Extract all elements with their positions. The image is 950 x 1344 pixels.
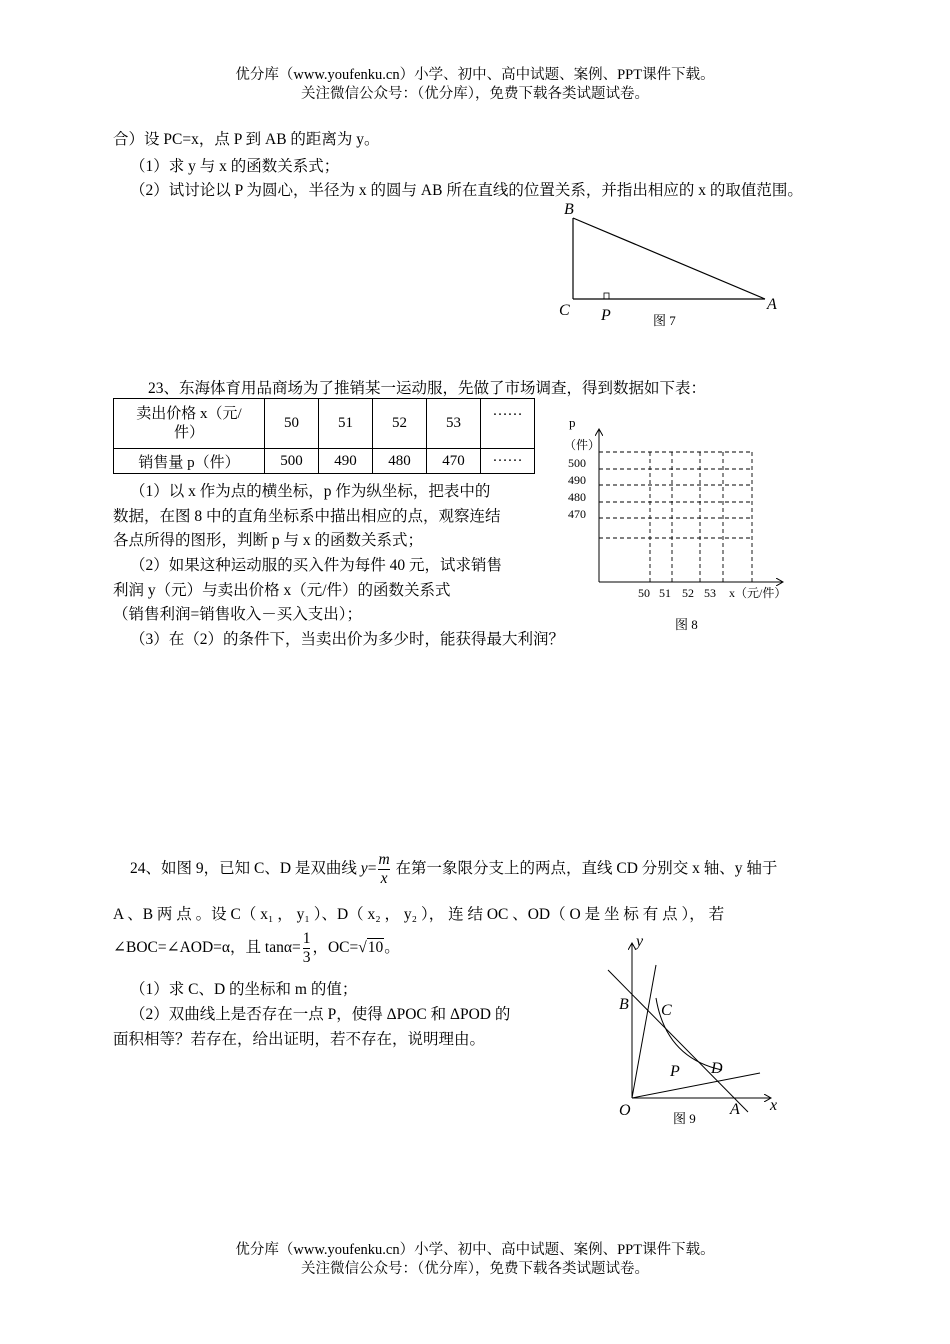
label-a: A bbox=[767, 296, 777, 313]
figure-7-caption: 图 7 bbox=[653, 313, 676, 328]
label-y: y bbox=[636, 933, 644, 950]
sqrt-symbol: √ bbox=[358, 939, 367, 957]
grid-lines bbox=[599, 452, 752, 582]
q24-line-1-start: 24、如图 9，已知 C、D 是双曲线 bbox=[130, 860, 357, 878]
label-b: B bbox=[619, 996, 629, 1013]
label-o: O bbox=[619, 1102, 631, 1119]
table-cell: …… bbox=[481, 449, 535, 474]
q23-sub2-line-1: （2）如果这种运动服的买入件为每件 40 元，试求销售 bbox=[130, 557, 503, 574]
q24-subquestion-1: （1）求 C、D 的坐标和 m 的值； bbox=[130, 981, 358, 998]
q23-intro: 23、东海体育用品商场为了推销某一运动服，先做了市场调查，得到数据如下表： bbox=[148, 380, 707, 397]
segment-od bbox=[632, 1073, 760, 1098]
figure-8-caption: 图 8 bbox=[675, 617, 698, 632]
label-a: A bbox=[730, 1101, 740, 1118]
table-cell: …… bbox=[481, 399, 535, 449]
figure-9-hyperbola bbox=[598, 930, 798, 1130]
q24-line-2: A 、B 两 点 。设 C（ x₁ ， y₁ ）、D（ x₂ ， y₂ ）， 连 结 OC 、OD（ O 是 坐 标 有 点 ）， 若 bbox=[113, 906, 725, 923]
fraction-denominator: x bbox=[380, 870, 388, 887]
x-tick-label: 50 bbox=[638, 586, 650, 600]
q24-line-3-end: 。 bbox=[384, 939, 400, 957]
price-sales-table bbox=[113, 398, 535, 474]
function-y: y bbox=[360, 860, 368, 878]
table-cell: 500 bbox=[265, 449, 319, 474]
figure-7-triangle bbox=[550, 196, 790, 336]
fraction-denominator: 3 bbox=[302, 949, 311, 966]
segment-ab bbox=[573, 218, 765, 299]
y-tick-label: 470 bbox=[568, 507, 586, 521]
q23-sub2-line-3: （销售利润=销售收入－买入支出）； bbox=[113, 606, 362, 623]
fraction-numerator: m bbox=[378, 851, 390, 868]
q22-subquestion-1: （1）求 y 与 x 的函数关系式； bbox=[130, 158, 340, 175]
table-cell: 51 bbox=[319, 399, 373, 449]
q23-sub2-line-2: 利润 y（元）与卖出价格 x（元/件）的函数关系式 bbox=[113, 582, 451, 599]
function-equals: = bbox=[367, 860, 377, 878]
label-p: P bbox=[601, 307, 611, 324]
table-cell: 470 bbox=[427, 449, 481, 474]
segment-oc bbox=[632, 965, 656, 1098]
table-cell: 490 bbox=[319, 449, 373, 474]
q23-sub1-line-3: 各点所得的图形，判断 p 与 x 的函数关系式； bbox=[113, 532, 424, 549]
footer-line-1: 优分库（www.youfenku.cn）小学、初中、高中试题、案例、PPT课件下载。 bbox=[235, 1242, 715, 1258]
y-tick-label: 480 bbox=[568, 490, 586, 504]
table-cell: 480 bbox=[373, 449, 427, 474]
table-header-sales: 销售量 p（件） bbox=[114, 449, 265, 474]
table-header-price bbox=[114, 399, 265, 449]
q22-subquestion-2: （2）试讨论以 P 为圆心，半径为 x 的圆与 AB 所在直线的位置关系，并指出相应的 x 的取值范围。 bbox=[130, 182, 803, 199]
table-cell: 53 bbox=[427, 399, 481, 449]
line-cd bbox=[608, 970, 748, 1112]
y-tick-label: 490 bbox=[568, 473, 586, 487]
figure-8-coordinate-grid bbox=[560, 410, 810, 640]
q24-sub2-line-2: 面积相等？若存在，给出证明，若不存在，说明理由。 bbox=[113, 1031, 486, 1048]
fraction-m-over-x bbox=[378, 851, 389, 888]
point-p-marker bbox=[604, 293, 609, 299]
q24-line-1 bbox=[130, 851, 777, 888]
y-axis-label: p bbox=[569, 415, 576, 430]
fraction-numerator: 1 bbox=[302, 930, 311, 947]
q24-line-3-mid: ，OC= bbox=[312, 939, 359, 957]
x-tick-label: 53 bbox=[704, 586, 716, 600]
q23-sub1-line-1: （1）以 x 作为点的横坐标，p 作为纵坐标，把表中的 bbox=[130, 483, 491, 500]
q23-sub3: （3）在（2）的条件下，当卖出价为多少时，能获得最大利润？ bbox=[130, 631, 565, 648]
table-row bbox=[114, 399, 535, 449]
x-tick-label: 51 bbox=[659, 586, 671, 600]
label-p: P bbox=[670, 1063, 680, 1080]
q24-line-3 bbox=[113, 930, 400, 967]
sqrt-radicand: 10 bbox=[367, 939, 384, 957]
figure-9-caption: 图 9 bbox=[673, 1111, 696, 1126]
label-c: C bbox=[661, 1002, 672, 1019]
q24-line-3-start: ∠BOC=∠AOD=α，且 tanα= bbox=[113, 939, 301, 957]
q23-sub1-line-2: 数据，在图 8 中的直角坐标系中描出相应的点，观察连结 bbox=[113, 508, 501, 525]
table-header-price-line-2: 件） bbox=[173, 424, 204, 441]
y-axis-unit: （件） bbox=[564, 438, 601, 452]
table-row bbox=[114, 449, 535, 474]
table-cell: 50 bbox=[265, 399, 319, 449]
table-header-price-line-1: 卖出价格 x（元/ bbox=[136, 405, 242, 422]
label-c: C bbox=[559, 302, 570, 319]
y-tick-label: 500 bbox=[568, 456, 586, 470]
label-b: B bbox=[564, 201, 574, 218]
header-line-1: 优分库（www.youfenku.cn）小学、初中、高中试题、案例、PPT课件下载。 bbox=[235, 67, 715, 83]
x-tick-label: 52 bbox=[682, 586, 694, 600]
table-cell: 52 bbox=[373, 399, 427, 449]
q24-line-1-end: 在第一象限分支上的两点，直线 CD 分别交 x 轴、y 轴于 bbox=[395, 860, 778, 878]
label-x: x bbox=[770, 1097, 778, 1114]
fraction-one-third bbox=[303, 930, 311, 967]
header-line-2: 关注微信公众号：（优分库），免费下载各类试题试卷。 bbox=[301, 86, 649, 102]
x-axis-label: x（元/件） bbox=[729, 586, 787, 600]
label-d: D bbox=[711, 1060, 723, 1077]
footer-line-2: 关注微信公众号：（优分库），免费下载各类试题试卷。 bbox=[301, 1261, 649, 1277]
q22-line-0: 合）设 PC=x，点 P 到 AB 的距离为 y。 bbox=[113, 131, 380, 148]
q24-sub2-line-1: （2）双曲线上是否存在一点 P，使得 ΔPOC 和 ΔPOD 的 bbox=[130, 1006, 511, 1023]
